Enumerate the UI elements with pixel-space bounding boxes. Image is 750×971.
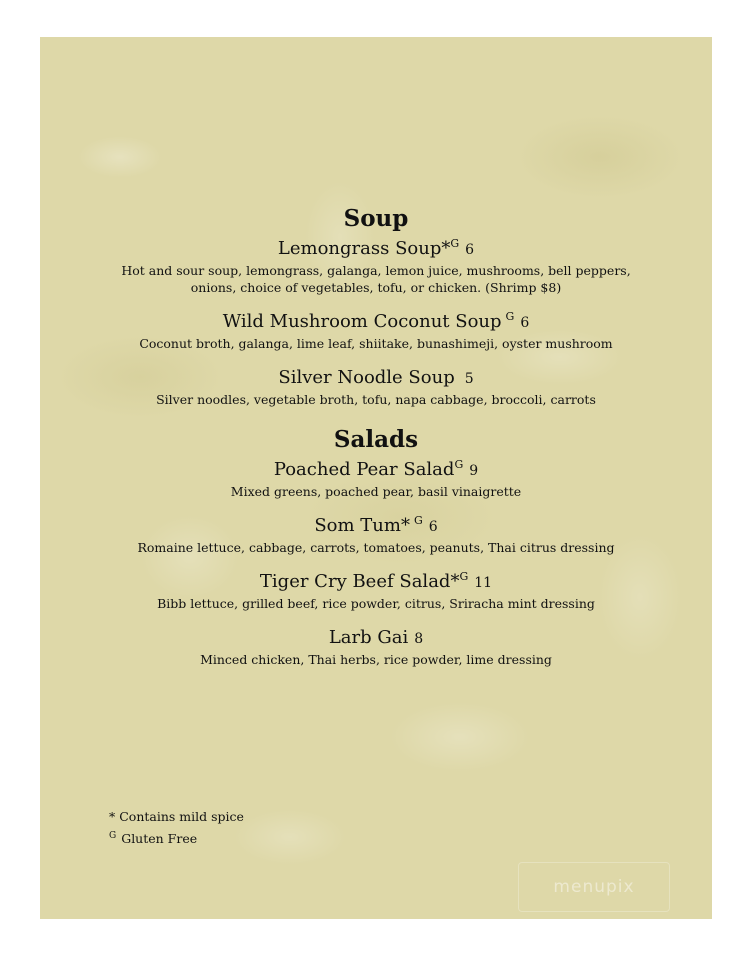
item-description: Silver noodles, vegetable broth, tofu, napa cabbage, broccoli, carrots xyxy=(156,392,596,407)
legend-gluten xyxy=(109,828,244,850)
gluten-free-mark: G xyxy=(450,237,460,250)
item-description: Bibb lettuce, grilled beef, rice powder, citrus, Sriracha mint dressing xyxy=(157,596,595,611)
gluten-free-mark: G xyxy=(413,514,423,527)
menu-item xyxy=(40,310,712,352)
item-name: Silver Noodle Soup xyxy=(278,367,455,388)
item-price: 6 xyxy=(465,242,475,258)
menu-item xyxy=(40,458,712,500)
item-name: Wild Mushroom Coconut Soup xyxy=(222,311,502,332)
item-name: Lemongrass Soup* xyxy=(277,238,451,259)
item-price: 11 xyxy=(474,575,493,591)
item-price: 5 xyxy=(464,371,474,387)
section-title-salads: Salads xyxy=(333,426,419,453)
item-description: Minced chicken, Thai herbs, rice powder, lime dressing xyxy=(200,652,552,667)
item-name: Larb Gai xyxy=(328,627,409,648)
legend-spice: * Contains mild spice xyxy=(109,809,244,824)
menu-content xyxy=(40,205,712,682)
menupix-watermark: menupix xyxy=(518,862,670,912)
menu-item xyxy=(40,237,712,296)
item-description: Hot and sour soup, lemongrass, galanga, lemon juice, mushrooms, bell peppers, onions, choice of vegetables, tofu, or chicken. (Shrimp $8) xyxy=(121,263,631,295)
section-title-soup: Soup xyxy=(343,205,409,232)
menu-item xyxy=(40,570,712,612)
legend-gluten-label: Gluten Free xyxy=(121,831,198,846)
item-price: 6 xyxy=(428,519,438,535)
item-price: 8 xyxy=(414,631,424,647)
item-price: 6 xyxy=(520,315,530,331)
item-description: Coconut broth, galanga, lime leaf, shiitake, bunashimeji, oyster mushroom xyxy=(139,336,613,351)
menu-item xyxy=(40,514,712,556)
gluten-free-mark: G xyxy=(505,310,515,323)
menu-item xyxy=(40,366,712,408)
item-description: Mixed greens, poached pear, basil vinaigrette xyxy=(230,484,522,499)
gluten-free-mark: G xyxy=(109,830,117,841)
menu-item xyxy=(40,626,712,668)
gluten-free-mark: G xyxy=(454,458,464,471)
item-description: Romaine lettuce, cabbage, carrots, tomatoes, peanuts, Thai citrus dressing xyxy=(137,540,615,555)
gluten-free-mark: G xyxy=(459,570,469,583)
item-name: Tiger Cry Beef Salad* xyxy=(259,571,460,592)
item-name: Poached Pear Salad xyxy=(273,459,455,480)
item-price: 9 xyxy=(469,463,479,479)
item-name: Som Tum* xyxy=(314,515,410,536)
menu-legend xyxy=(109,806,244,850)
